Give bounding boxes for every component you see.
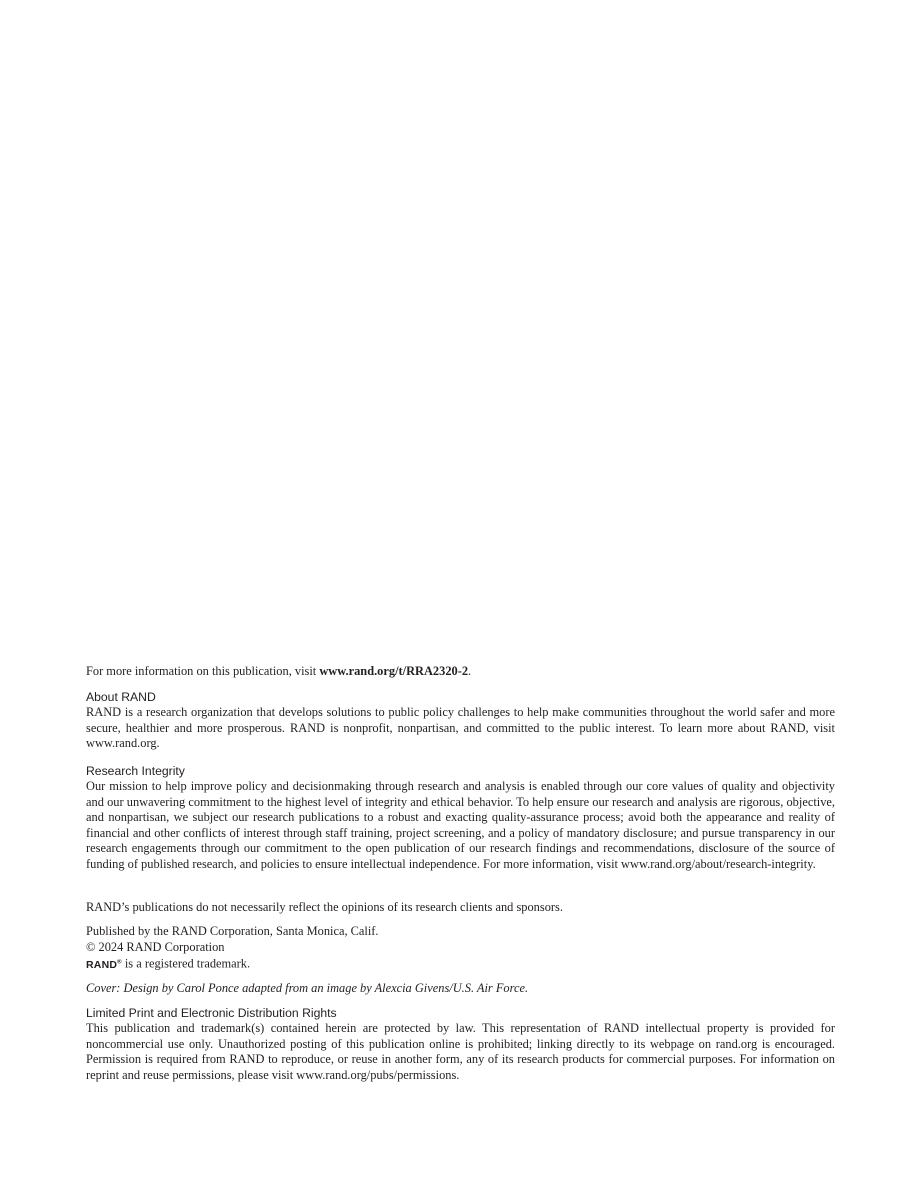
disclaimer-text: RAND’s publications do not necessarily reflect the opinions of its research clients and sponsors. xyxy=(86,900,563,914)
publication-info xyxy=(86,924,835,973)
copyright: © 2024 RAND Corporation xyxy=(86,939,225,954)
research-integrity-section xyxy=(86,764,835,873)
publication-link[interactable]: www.rand.org/t/RRA2320-2 xyxy=(319,664,469,678)
disclaimer-section xyxy=(86,900,835,916)
rand-wordmark-text: RAND xyxy=(86,958,118,971)
distribution-rights-body: This publication and trademark(s) contained herein are protected by law. This representation of RAND intellectual property is provided for noncommercial use only. Unauthorized posting of this publication online is prohibited; linking directly to its webpage on rand.org is encouraged. Permission is required from RAND to reproduce, or reuse in another form, any of its research products for commercial purposes. For information on reprint and reuse permissions, please visit www.rand.org/pubs/permissions. xyxy=(86,1021,835,1082)
distribution-rights-heading: Limited Print and Electronic Distribution Rights xyxy=(86,1006,337,1020)
cover-credit-section xyxy=(86,981,835,997)
more-info-text xyxy=(86,664,835,680)
more-info-line xyxy=(86,664,835,680)
trademark-text: is a registered trademark. xyxy=(121,956,251,971)
cover-credit-para xyxy=(86,981,835,997)
about-heading: About RAND xyxy=(86,690,156,704)
research-integrity-body: Our mission to help improve policy and decisionmaking through research and analysis is enabled through our core values of quality and objectivity and our unwavering commitment to the highest level of integrity and ethical behavior. To help ensure our research and analysis are rigorous, objective, and nonpartisan, we subject our research publications to a robust and exacting quality-assurance process; avoid both the appearance and reality of financial and other conflicts of interest through staff training, project screening, and a policy of mandatory disclosure; and pursue transparency in our research engagements through our commitment to the open publication of our research findings and recommendations, disclosure of the source of funding of published research, and policies to ensure intellectual independence. For more information, visit www.rand.org/about/research-integrity. xyxy=(86,779,835,871)
about-section xyxy=(86,690,835,752)
trademark-line xyxy=(86,955,835,973)
more-info-suffix: . xyxy=(468,664,472,678)
about-body: RAND is a research organization that develops solutions to public policy challenges to help make communities throughout the world safer and more secure, healthier and more prosperous. RAND is nonprofit, nonpartisan, and committed to the public interest. To learn more about RAND, visit www.rand.org. xyxy=(86,705,835,751)
more-info-prefix: For more information on this publication, visit xyxy=(86,664,320,678)
cover-credit: Cover: Design by Carol Ponce adapted from an image by Alexcia Givens/U.S. Air Force. xyxy=(86,981,529,995)
research-integrity-heading: Research Integrity xyxy=(86,764,185,778)
registered-symbol: ® xyxy=(117,959,122,966)
rand-wordmark xyxy=(86,959,122,971)
distribution-rights-section xyxy=(86,1006,835,1083)
published-by: Published by the RAND Corporation, Santa Monica, Calif. xyxy=(86,924,379,938)
